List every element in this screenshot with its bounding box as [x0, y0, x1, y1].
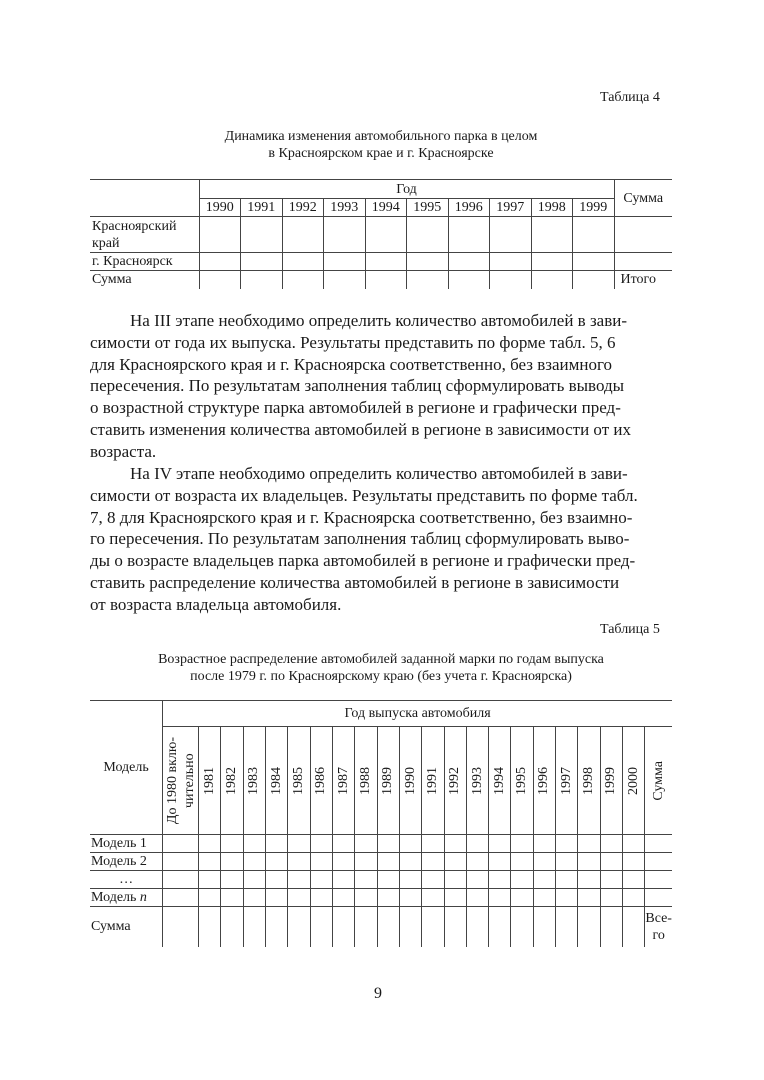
- year-header: [600, 727, 622, 835]
- year-header: [288, 727, 310, 835]
- table-row: [90, 835, 672, 853]
- table4-title-line2: в Красноярском крае и г. Красноярске: [268, 146, 494, 161]
- text-line: ставить распределение количества автомобилей в регионе в зависимости: [90, 572, 620, 592]
- year-text: 1994: [491, 766, 507, 795]
- year-header: [466, 727, 488, 835]
- year-header: [511, 727, 533, 835]
- cell: [324, 253, 366, 271]
- text-line: симости от года их выпуска. Результаты представить по форме табл. 5, 6: [90, 332, 616, 352]
- cell: [448, 253, 490, 271]
- first-year-text: [164, 737, 198, 824]
- cell: [531, 253, 573, 271]
- table4-title: [90, 128, 672, 162]
- row-label: …: [90, 871, 163, 889]
- year-text: 1986: [313, 766, 329, 795]
- row-label: Сумма: [90, 907, 163, 947]
- row-label: г. Красноярск: [90, 253, 199, 271]
- text-line: [90, 310, 672, 332]
- table5: [90, 700, 672, 947]
- year-text: 1997: [558, 766, 574, 795]
- table4: [90, 179, 672, 289]
- table4-sum-header: Сумма: [614, 180, 672, 217]
- row-label: [90, 889, 163, 907]
- cell: [531, 217, 573, 253]
- year-header: 1998: [531, 199, 573, 217]
- table5-caption: Таблица 5: [600, 622, 660, 637]
- year-text: 1989: [380, 766, 396, 795]
- page-number: 9: [374, 985, 382, 1002]
- table-row: [90, 253, 672, 271]
- grand-total-line1: Все-: [645, 910, 672, 926]
- cell: [365, 271, 407, 289]
- row-label: Модель 1: [90, 835, 163, 853]
- year-header: [489, 727, 511, 835]
- cell: [324, 217, 366, 253]
- row-label-line1: Красноярский: [92, 218, 177, 234]
- year-text: 1983: [246, 766, 262, 795]
- year-header: [399, 727, 421, 835]
- year-header: [266, 727, 288, 835]
- row-total: [614, 253, 672, 271]
- year-header: 1996: [448, 199, 490, 217]
- row-label-text: Модель: [91, 889, 140, 905]
- year-text: 1996: [536, 766, 552, 795]
- table-row: [90, 907, 672, 947]
- paragraph-stage-3: [90, 310, 672, 463]
- cell: [241, 217, 283, 253]
- text-line: 7, 8 для Красноярского края и г. Красноярска соответственно, без взаимно-: [90, 507, 633, 527]
- year-header: [243, 727, 265, 835]
- year-text: 2000: [625, 766, 641, 795]
- cell: [490, 253, 532, 271]
- year-header: [533, 727, 555, 835]
- year-text: 1981: [201, 766, 217, 795]
- year-header: 1997: [490, 199, 532, 217]
- year-header: 1990: [199, 199, 241, 217]
- table5-model-header: Модель: [90, 701, 163, 835]
- year-text: 1987: [335, 766, 351, 795]
- year-header: 1995: [407, 199, 449, 217]
- table-row: [90, 217, 672, 253]
- text-line-content: На IV этапе необходимо определить количество автомобилей в зави-: [130, 464, 628, 483]
- table5-title-line1: Возрастное распределение автомобилей заданной марки по годам выпуска: [158, 652, 604, 667]
- cell: [241, 271, 283, 289]
- text-line: пересечения. По результатам заполнения таблиц сформулировать выводы: [90, 376, 625, 396]
- table4-year-header: Год: [199, 180, 614, 199]
- table-row: [90, 271, 672, 289]
- cell: [282, 217, 324, 253]
- row-label: [90, 217, 199, 253]
- table5-years-row: [90, 727, 672, 835]
- row-label: Сумма: [90, 271, 199, 289]
- cell: [490, 217, 532, 253]
- text-line: для Красноярского края и г. Красноярска соответственно, без взаимного: [90, 354, 613, 374]
- year-header: [332, 727, 354, 835]
- cell: [199, 253, 241, 271]
- year-text: 1993: [469, 766, 485, 795]
- cell: [241, 253, 283, 271]
- year-text: 1999: [603, 766, 619, 795]
- grand-total: [645, 907, 672, 947]
- year-text: 1991: [424, 766, 440, 795]
- text-line: симости от возраста их владельцев. Результаты представить по форме табл.: [90, 485, 638, 505]
- cell: [448, 271, 490, 289]
- year-header: [199, 727, 221, 835]
- cell: [448, 217, 490, 253]
- grand-total-line2: го: [652, 927, 665, 943]
- cell: [573, 271, 615, 289]
- cell: [282, 271, 324, 289]
- year-header: [556, 727, 578, 835]
- cell: [282, 253, 324, 271]
- text-line: от возраста владельца автомобиля.: [90, 594, 342, 614]
- row-total: [614, 217, 672, 253]
- cell: [365, 253, 407, 271]
- text-line: ды о возрасте владельцев парка автомобилей в регионе и графически пред-: [90, 551, 636, 571]
- year-header: [422, 727, 444, 835]
- year-text: 1984: [268, 766, 284, 795]
- text-line: ставить изменения количества автомобилей в регионе в зависимости от их: [90, 419, 631, 439]
- year-header: [578, 727, 600, 835]
- cell: [324, 271, 366, 289]
- cell: [573, 217, 615, 253]
- year-text: 1985: [291, 766, 307, 795]
- row-label-italic: n: [139, 889, 147, 905]
- year-header: 1999: [573, 199, 615, 217]
- table-row: [90, 853, 672, 871]
- year-header: 1992: [282, 199, 324, 217]
- year-text: 1990: [402, 766, 418, 795]
- text-line: го пересечения. По результатам заполнения таблиц сформулировать выво-: [90, 529, 630, 549]
- table4-title-line1: Динамика изменения автомобильного парка в целом: [224, 129, 538, 144]
- row-label: Модель 2: [90, 853, 163, 871]
- first-year-line1: До 1980 вклю-: [164, 736, 180, 825]
- cell: [407, 253, 449, 271]
- year-text: 1995: [514, 766, 530, 795]
- cell: [199, 271, 241, 289]
- table5-title-line2: после 1979 г. по Красноярскому краю (без учета г. Красноярска): [190, 669, 572, 684]
- year-header: [221, 727, 243, 835]
- cell: [199, 217, 241, 253]
- year-header: [355, 727, 377, 835]
- year-text: 1982: [224, 766, 240, 795]
- table4-caption: Таблица 4: [600, 90, 660, 105]
- table5-title: [90, 651, 672, 685]
- year-text: 1998: [581, 766, 597, 795]
- year-header: [623, 727, 645, 835]
- cell: [365, 217, 407, 253]
- text-line: возраста.: [90, 441, 157, 461]
- text-line-content: На III этапе необходимо определить количество автомобилей в зави-: [130, 311, 627, 330]
- year-header: 1994: [365, 199, 407, 217]
- cell: [573, 253, 615, 271]
- table5-year-header: Год выпуска автомобиля: [163, 701, 672, 727]
- year-header: 1991: [241, 199, 283, 217]
- cell: [407, 271, 449, 289]
- year-header: [444, 727, 466, 835]
- year-header: [377, 727, 399, 835]
- table-row: [90, 871, 672, 889]
- text-line: [90, 463, 672, 485]
- cell: [531, 271, 573, 289]
- paragraph-stage-4: [90, 463, 672, 616]
- table4-corner: [90, 180, 199, 217]
- text-line: о возрастной структуре парка автомобилей в регионе и графически пред-: [90, 398, 621, 418]
- first-year-line2: чительно: [181, 753, 197, 808]
- year-header: 1993: [324, 199, 366, 217]
- year-header: [310, 727, 332, 835]
- sum-header-text: Сумма: [650, 760, 666, 801]
- year-text: 1988: [357, 766, 373, 795]
- year-text: 1992: [447, 766, 463, 795]
- cell: [407, 217, 449, 253]
- row-label-line2: край: [92, 235, 120, 251]
- cell: [490, 271, 532, 289]
- first-year-header: [163, 727, 199, 835]
- sum-header: [645, 727, 672, 835]
- grand-total: Итого: [614, 271, 672, 289]
- table-row: [90, 889, 672, 907]
